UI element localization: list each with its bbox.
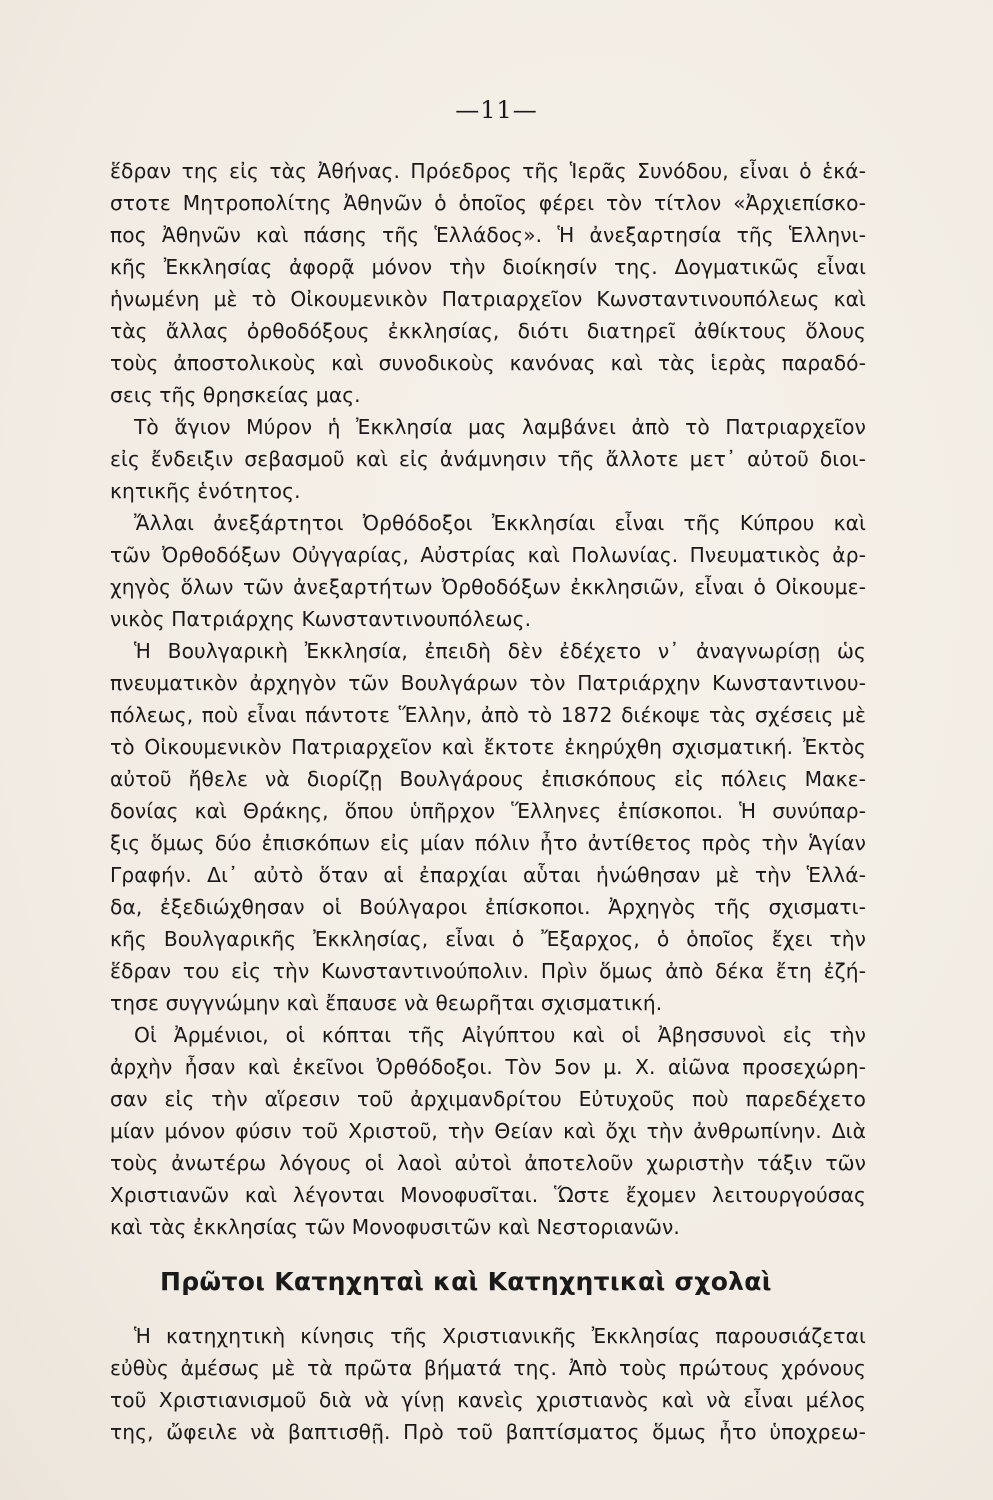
text-line: τησε συγγνώμην καὶ ἔπαυσε νὰ θεωρῆται σχισματική. xyxy=(110,991,663,1015)
text-line: τοῦ Χριστιανισμοῦ διὰ νὰ γίνῃ κανεὶς χριστιανὸς καὶ νὰ εἶναι μέλος xyxy=(110,1388,866,1412)
text-line: ξις ὅμως δύο ἐπισκόπων εἰς μίαν πόλιν ἦτο ἀντίθετος πρὸς τὴν Ἁγίαν xyxy=(110,831,866,855)
text-line: πος Ἀθηνῶν καὶ πάσης τῆς Ἑλλάδος». Ἡ ἀνεξαρτησία τῆς Ἑλληνι- xyxy=(110,223,866,247)
text-line: Ἡ Βουλγαρικὴ Ἐκκλησία, ἐπειδὴ δὲν ἐδέχετο ν᾽ ἀναγνωρίσῃ ὡς xyxy=(134,639,866,663)
text-line: Χριστιανῶν καὶ λέγονται Μονοφυσῖται. Ὥστε ἔχομεν λειτουργούσας xyxy=(110,1183,866,1207)
text-line: Ἄλλαι ἀνεξάρτητοι Ὀρθόδοξοι Ἐκκλησίαι εἶναι τῆς Κύπρου καὶ xyxy=(134,511,866,535)
text-line: μίαν μόνον φύσιν τοῦ Χριστοῦ, τὴν Θείαν καὶ ὄχι τὴν ἀνθρωπίνην. Διὰ xyxy=(110,1119,866,1143)
text-line: σεις τῆς θρησκείας μας. xyxy=(110,383,361,407)
text-line: πόλεως, ποὺ εἶναι πάντοτε Ἕλλην, ἀπὸ τὸ 1872 διέκοψε τὰς σχέσεις μὲ xyxy=(110,703,866,727)
text-line: σαν εἰς τὴν αἵρεσιν τοῦ ἀρχιμανδρίτου Εὐτυχοῦς ποὺ παρεδέχετο xyxy=(110,1087,866,1111)
text-line: τῶν Ὀρθοδόξων Οὐγγαρίας, Αὐστρίας καὶ Πολωνίας. Πνευματικὸς ἀρ- xyxy=(110,543,866,567)
text-line: τοὺς ἀνωτέρω λόγους οἱ λαοὶ αὐτοὶ ἀποτελοῦν χωριστὴν τάξιν τῶν xyxy=(110,1151,866,1175)
text-line: δα, ἐξεδιώχθησαν οἱ Βούλγαροι ἐπίσκοποι. Ἀρχηγὸς τῆς σχισματι- xyxy=(110,895,866,919)
text-line: δονίας καὶ Θράκης, ὅπου ὑπῆρχον Ἕλληνες ἐπίσκοποι. Ἡ συνύπαρ- xyxy=(110,799,866,823)
text-line: χηγὸς ὅλων τῶν ἀνεξαρτήτων Ὀρθοδόξων ἐκκλησιῶν, εἶναι ὁ Οἰκουμε- xyxy=(110,575,866,599)
text-line: της, ὤφειλε νὰ βαπτισθῇ. Πρὸ τοῦ βαπτίσματος ὅμως ἦτο ὑποχρεω- xyxy=(110,1420,866,1444)
text-line: Ἡ κατηχητικὴ κίνησις τῆς Χριστιανικῆς Ἐκκλησίας παρουσιάζεται xyxy=(134,1324,866,1348)
text-line: τὸ Οἰκουμενικὸν Πατριαρχεῖον καὶ ἔκτοτε ἐκηρύχθη σχισματική. Ἐκτὸς xyxy=(110,735,866,759)
page-number: —11— xyxy=(455,96,538,124)
text-line: τοὺς ἀποστολικοὺς καὶ συνοδικοὺς κανόνας καὶ τὰς ἱερὰς παραδό- xyxy=(110,351,866,375)
text-line: αὐτοῦ ἤθελε νὰ διορίζῃ Βουλγάρους ἐπισκόπους εἰς πόλεις Μακε- xyxy=(110,767,866,791)
text-line: ἕδραν του εἰς τὴν Κωνσταντινούπολιν. Πρὶν ὅμως ἀπὸ δέκα ἔτη ἐζή- xyxy=(110,959,866,983)
text-line: κητικῆς ἑνότητος. xyxy=(110,479,301,503)
text-line: κῆς Βουλγαρικῆς Ἐκκλησίας, εἶναι ὁ Ἔξαρχος, ὁ ὁποῖος ἔχει τὴν xyxy=(110,927,866,951)
text-line: τὰς ἄλλας ὀρθοδόξους ἐκκλησίας, διότι διατηρεῖ ἀθίκτους ὅλους xyxy=(110,319,866,343)
text-line: εὐθὺς ἀμέσως μὲ τὰ πρῶτα βήματά της. Ἀπὸ τοὺς πρώτους χρόνους xyxy=(110,1356,866,1380)
text-line: ἕδραν της εἰς τὰς Ἀθήνας. Πρόεδρος τῆς Ἱερᾶς Συνόδου, εἶναι ὁ ἑκά- xyxy=(110,159,866,183)
text-line: Γραφήν. Δι᾽ αὐτὸ ὅταν αἱ ἐπαρχίαι αὗται ἡνώθησαν μὲ τὴν Ἑλλά- xyxy=(110,863,866,887)
text-line: ἀρχὴν ἦσαν καὶ ἐκεῖνοι Ὀρθόδοξοι. Τὸν 5ον μ. Χ. αἰῶνα προσεχώρη- xyxy=(110,1055,866,1079)
text-line: πνευματικὸν ἀρχηγὸν τῶν Βουλγάρων τὸν Πατριάρχην Κωνσταντινου- xyxy=(110,671,866,695)
text-line: στοτε Μητροπολίτης Ἀθηνῶν ὁ ὁποῖος φέρει τὸν τίτλον «Ἀρχιεπίσκο- xyxy=(110,191,866,215)
text-line: ἡνωμένη μὲ τὸ Οἰκουμενικὸν Πατριαρχεῖον Κωνσταντινουπόλεως καὶ xyxy=(110,287,866,311)
text-line: Οἱ Ἀρμένιοι, οἱ κόπται τῆς Αἰγύπτου καὶ οἱ Ἀβησσυνοὶ εἰς τὴν xyxy=(134,1023,866,1047)
section-heading: Πρῶτοι Κατηχηταὶ καὶ Κατηχητικαὶ σχολαὶ xyxy=(160,1267,772,1296)
text-line: νικὸς Πατριάρχης Κωνσταντινουπόλεως. xyxy=(110,607,532,631)
text-line: Τὸ ἅγιον Μύρον ἡ Ἐκκλησία μας λαμβάνει ἀπὸ τὸ Πατριαρχεῖον xyxy=(134,415,866,439)
text-line: εἰς ἔνδειξιν σεβασμοῦ καὶ εἰς ἀνάμνησιν τῆς ἄλλοτε μετ᾽ αὐτοῦ διοι- xyxy=(110,447,866,471)
text-line: καὶ τὰς ἐκκλησίας τῶν Μονοφυσιτῶν καὶ Νεστοριανῶν. xyxy=(110,1215,680,1239)
text-line: κῆς Ἐκκλησίας ἀφορᾷ μόνον τὴν διοίκησίν της. Δογματικῶς εἶναι xyxy=(110,255,866,279)
